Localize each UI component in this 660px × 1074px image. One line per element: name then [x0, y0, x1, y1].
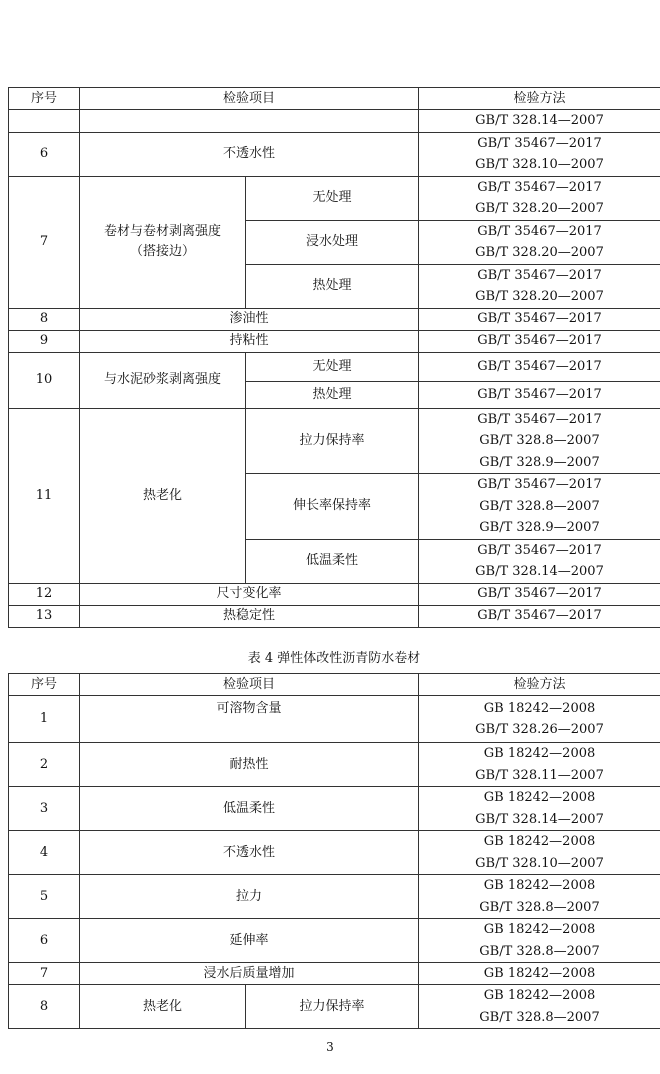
header-method: 检验方法: [419, 88, 660, 110]
table-row: [9, 831, 660, 875]
row-item: 耐热性: [80, 743, 419, 787]
header-item: 检验项目: [80, 674, 419, 696]
row-item: 卷材与卷材剥离强度 （搭接边）: [80, 176, 246, 308]
row-sub-item: 伸长率保持率: [246, 474, 419, 540]
row-num: 7: [9, 963, 80, 985]
row-method: GB 18242—2008 GB/T 328.8—2007: [419, 875, 660, 919]
row-method: GB 18242—2008 GB/T 328.14—2007: [419, 787, 660, 831]
page-number: 3: [326, 1040, 334, 1054]
row-item: 热老化: [80, 985, 246, 1029]
row-num: 10: [9, 352, 80, 408]
table-row: [9, 875, 660, 919]
row-item: 延伸率: [80, 919, 419, 963]
row-method: GB/T 35467—2017 GB/T 328.10—2007: [419, 132, 660, 176]
header-item: 检验项目: [80, 88, 419, 110]
row-item: 可溶物含量: [80, 696, 419, 743]
row-item: 拉力: [80, 875, 419, 919]
row-num: 12: [9, 583, 80, 605]
row-method: GB 18242—2008 GB/T 328.8—2007: [419, 985, 660, 1029]
row-method: GB/T 35467—2017: [419, 583, 660, 605]
table-row: [9, 787, 660, 831]
row-method: GB/T 35467—2017 GB/T 328.20—2007: [419, 264, 660, 308]
row-item: 浸水后质量增加: [80, 963, 419, 985]
row-method: GB/T 35467—2017: [419, 605, 660, 627]
row-method: GB/T 328.14—2007: [419, 110, 660, 133]
table-row: [9, 330, 660, 352]
row-method: GB 18242—2008: [419, 963, 660, 985]
row-sub-item: 无处理: [246, 352, 419, 381]
table-row: [9, 605, 660, 627]
table-row: [9, 985, 660, 1029]
header-num: 序号: [9, 88, 80, 110]
row-method: GB/T 35467—2017 GB/T 328.8—2007 GB/T 328.9—2007: [419, 408, 660, 474]
row-method: GB/T 35467—2017 GB/T 328.14—2007: [419, 539, 660, 583]
table-row: [9, 176, 660, 220]
row-method: GB/T 35467—2017 GB/T 328.8—2007 GB/T 328.9—2007: [419, 474, 660, 540]
row-item: 不透水性: [80, 831, 419, 875]
header-method: 检验方法: [419, 674, 660, 696]
row-sub-item: 拉力保持率: [246, 408, 419, 474]
row-item: 渗油性: [80, 308, 419, 330]
row-num: 9: [9, 330, 80, 352]
row-num: 8: [9, 308, 80, 330]
row-item: 与水泥砂浆剥离强度: [80, 352, 246, 408]
table-header-row: [9, 674, 660, 696]
row-method: GB 18242—2008 GB/T 328.26—2007: [419, 696, 660, 743]
table-header-row: [9, 88, 660, 110]
row-num: 6: [9, 919, 80, 963]
row-num: 2: [9, 743, 80, 787]
row-num: 5: [9, 875, 80, 919]
row-method: GB/T 35467—2017 GB/T 328.20—2007: [419, 220, 660, 264]
row-num: 11: [9, 408, 80, 583]
row-item: 低温柔性: [80, 787, 419, 831]
row-item: 热老化: [80, 408, 246, 583]
row-sub-item: 拉力保持率: [246, 985, 419, 1029]
row-method: GB 18242—2008 GB/T 328.10—2007: [419, 831, 660, 875]
table-row: [9, 308, 660, 330]
row-sub-item: 低温柔性: [246, 539, 419, 583]
row-item: 不透水性: [80, 132, 419, 176]
table-row: [9, 696, 660, 743]
row-method: GB/T 35467—2017: [419, 308, 660, 330]
row-sub-item: 浸水处理: [246, 220, 419, 264]
row-sub-item: 热处理: [246, 264, 419, 308]
table-4: [8, 673, 660, 1029]
row-method: GB 18242—2008 GB/T 328.8—2007: [419, 919, 660, 963]
row-method: GB/T 35467—2017: [419, 352, 660, 381]
row-num: 1: [9, 696, 80, 743]
row-method: GB/T 35467—2017: [419, 330, 660, 352]
row-item: 持粘性: [80, 330, 419, 352]
row-item: [80, 110, 419, 133]
row-method: GB 18242—2008 GB/T 328.11—2007: [419, 743, 660, 787]
row-sub-item: 无处理: [246, 176, 419, 220]
row-num: 8: [9, 985, 80, 1029]
table-row: [9, 919, 660, 963]
row-item: 热稳定性: [80, 605, 419, 627]
header-num: 序号: [9, 674, 80, 696]
row-num: 7: [9, 176, 80, 308]
row-method: GB/T 35467—2017 GB/T 328.20—2007: [419, 176, 660, 220]
table-row: [9, 743, 660, 787]
table-row: [9, 583, 660, 605]
table-row: [9, 963, 660, 985]
row-num: 3: [9, 787, 80, 831]
table-4-caption: 表 4 弹性体改性沥青防水卷材: [247, 651, 421, 666]
table-row: [9, 352, 660, 381]
table-row: [9, 408, 660, 474]
row-item: 尺寸变化率: [80, 583, 419, 605]
row-num: 4: [9, 831, 80, 875]
row-num: [9, 110, 80, 133]
row-sub-item: 热处理: [246, 381, 419, 408]
table-row: [9, 132, 660, 176]
row-num: 13: [9, 605, 80, 627]
row-num: 6: [9, 132, 80, 176]
row-method: GB/T 35467—2017: [419, 381, 660, 408]
table-row: [9, 110, 660, 133]
table-3-continued: [8, 87, 660, 628]
